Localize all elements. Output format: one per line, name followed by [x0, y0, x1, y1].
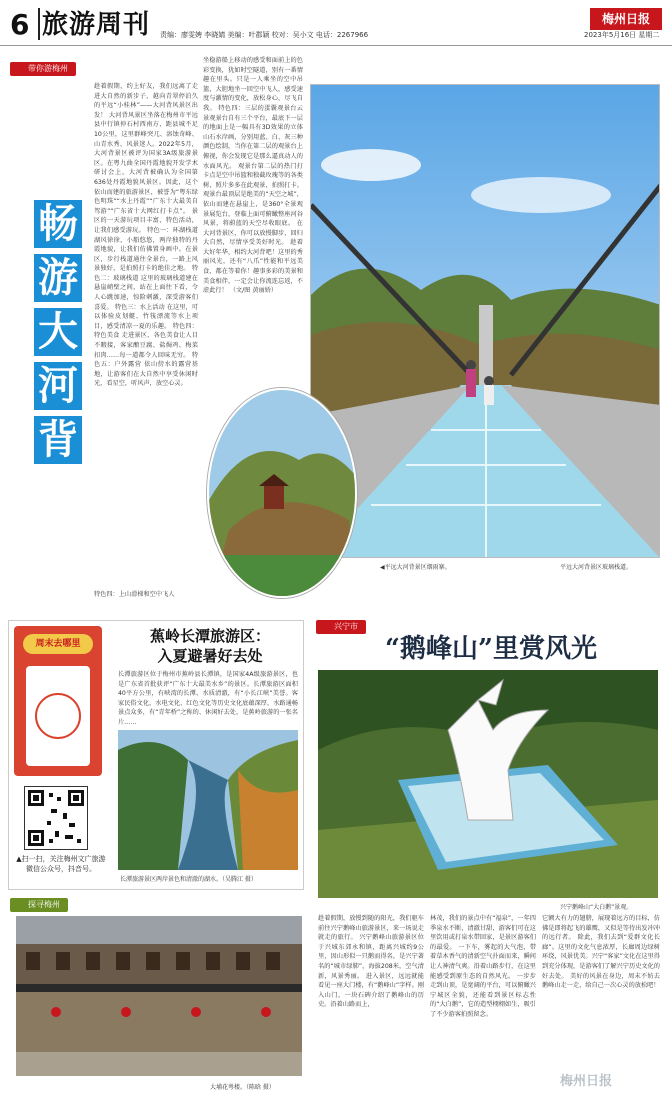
glass-bridge-photo: [310, 84, 660, 558]
headline-char: 河: [34, 362, 82, 410]
page-number: 6: [10, 8, 30, 41]
article3-body-col2: 林茂，我们的景点中有“福泉”，一年四季泉水不断，清澈甘甜，游客们可在这里饮用或打泉水带回家，是景区游客们的最爱。 一下车，雾起的大气泡，带着草木香气的清新空气扑面而来，瞬间让人神清气爽。沿着山路步行，在这里能感受到原生态的自然风光。 一步步走到山顶，是宽阔的平台，可以俯瞰兴宁城区全貌，还能看到景区标志性的“大白鹅”，它的造型栩栩如生，吸引了不少游客拍照留念。: [430, 915, 536, 1018]
article2-body: 长潭旅游区位于梅州市蕉岭县长潭镇，是国家4A级旅游景区，也是广东省首批获评“广东十大最美水乡”的景区。长潭旅游区面积40平方公里，有峡湾的长潭、水质清澈，有“小长江峡”美誉。客家民俗文化、水电文化、红色文化等历史文化底蕴深厚，水路通畅景点众多，有“青年桥”之称的、休闲好去处，是蕉岭旅游的一张名片……: [118, 671, 298, 726]
photo-caption-right: 平远大河背景区玻璃栈道。: [560, 564, 633, 571]
hakka-house-photo: [16, 916, 302, 1076]
date-line: 2023年5月16日 星期二: [584, 31, 660, 39]
article1-headline: [34, 200, 84, 480]
article4-tag: 探寻梅州: [10, 898, 68, 912]
header-divider: [38, 8, 40, 40]
headline-char: 大: [34, 308, 82, 356]
phone-screen: [26, 666, 90, 766]
pavilion-round-photo: [207, 388, 357, 598]
section-tag: 带你游梅州: [10, 62, 76, 76]
section-title: 旅游周刊: [42, 10, 151, 40]
editors-line: 责编：廖雯娉 李晓婧 美编：叶郡颖 校对：吴小文 电话：2267966: [160, 31, 369, 39]
article3-headline: “鹅峰山”里赏风光: [385, 634, 597, 664]
article3-photo-caption: 兴宁鹅峰山“大白鹅”景观。: [560, 904, 633, 911]
lake-photo: [118, 730, 298, 870]
photo-caption-left: ◀平远大河背景区烟雨寨。: [380, 564, 451, 571]
watermark: 梅州日报: [560, 1074, 613, 1089]
article3-body-col3: 它额大有力的翅膀，展现着远方的目标，仿佛是即将起飞的雄鹰，又似是等待出发冲冲的远行者。 除此，我们去到“爱群文化长廊”。这里的文化气息浓厚，长廊周边绿树环绕，风景优美。兴宁“客家”文化在这里得到充分体现，是游客们了解兴宁历史文化的好去处。 美好的风景在身边，周末不妨去鹅峰山走一走，给自己一次心灵的放松吧！: [542, 915, 660, 990]
article2-headline-2: 入夏避暑好去处: [157, 647, 263, 665]
qr-code: [24, 786, 88, 850]
round-photo-caption: 特色四：上山滑梯和空中飞人: [94, 591, 175, 598]
profile-avatar: [35, 693, 81, 739]
qr-caption: ▲扫一扫，关注梅州文广旅游微信公众号，抖音号。: [16, 855, 106, 873]
article1-body-col2: 坐稳游船上移动的感受和面前上的色彩变换，犹如时空隧道，别有一番情趣在里头。只是一人乘坐的空中吊篮，大胆地坐一回空中飞人，感受速度与激情的变化，放松身心，尽飞自我。 特色四：三层的蛋囊观景台云景观景台自有三个平台，最底下一层的地面上是一幅具有3D效果的立体山石水岸画，分别用蓝、白、灰三种颜色绘制，当你在第二层的观景台上俯视，你会发现它是那么逼真动人的水面风光。 观景台第二层的热门打卡点是空中吊篮和独截玫瑰等的各类树，照片多多在此观景，拍照打卡。 观景台最顶层是绝美的“天空之城”，依山而建在悬崖上，是360°全景观景展览台，登临上面可俯瞰整座河谷风景，将蔚蓝的天空尽收眼底。 在大河背景区，你可以放慢脚步，回归大自然，尽情享受美好时光。 趁着大好年华，相约大河背吧！这里的秀丽风光，还有“八爪”性能和平远美食，都在等着你！趣事多彩的美景和美食相伴，一定会让你流连忘返，不虚此行！ （文/图 黄丽娇）: [203, 57, 303, 295]
article1-body-col1: 趁着假期，约上好友，我们远离了走进大自然的新步子，越向青翠停泊久的平远“小桂林”——大河背风景区出发！ 大河背风景区坐落在梅州市平远县中行镇仲石村西南方，距县城不足10公里，这里群峰突兀、溶蚀奇峰、山青水秀、风景迷人。2022年5月，大河背景区被评为国家3A级旅游景区。在粤九曲全国丹霞地貌开发学术研讨会上，大河背被确认为全国第636处丹霞地貌风景区。因此，这个依山而建的旅游景区，被誉为“粤东绿色明珠”“水上丹霞”“广东十大最美自驾游”“广东省十大网红打卡点”。 景区的一天游玩项目丰富，特色活动，让我们感受游玩。 特色一：环湖栈道 湖风徐徐，小船悠悠，两岸独特的丹霞地貌，让我们仿佛置身画中。在景区，步行栈道通往全景台，一路上风景独好，是拍照打卡的绝佳之地。 特色二：玻璃栈道 这里的玻璃栈道建在悬崖峭壁之间，站在上面往下看，令人心跳加速，惊险刺激，深受游客们喜爱。 特色三：水上活动 在这里，可以体验皮划艇、竹筏漂流等水上项目，感受清凉一夏的乐趣。 特色四：特色美食 走进景区，各色美食让人目不暇接，客家酿豆腐、盐焗鸡、梅菜扣肉……每一道都令人回味无穷。 特色五：户外露营 依山傍水的露营基地，让游客们在大自然中享受休闲时光，看星空，听风声，放空心灵。: [94, 83, 198, 388]
article2-photo-caption: 长潭旅游景区两岸景色和清澈的湖水。（吴腾江 摄）: [120, 876, 257, 883]
article3-tag: 兴宁市: [316, 620, 366, 634]
paper-logo: 梅州日报: [590, 8, 662, 30]
article3-body-col1: 趁着假期，放慢到随的阳光，我们驱车前往兴宁鹅峰山旅游景区，来一场说走就走的旅行。 兴宁鹅峰山旅游景区位于兴城东郊永和镇，距离兴城约9公里，因山形似一只鹅而得名，是兴宁著名的“城市绿肺”，海拔208米，空气清新，风景秀丽。 进入景区，远远就能看见一座大门楼，有“鹅峰山”字样。刚入山门，一块石碑介绍了鹅峰山的历史。沿着山路而上，: [318, 915, 424, 1009]
sidebar-panel: [14, 626, 102, 776]
headline-char: 畅: [34, 200, 82, 248]
article2-headline-1: 蕉岭长潭旅游区：: [149, 627, 270, 645]
article4-photo-caption: 大埔花萼楼。（陈晗 摄）: [210, 1084, 275, 1091]
headline-char: 游: [34, 254, 82, 302]
sidebar-title: 周末去哪里: [23, 634, 93, 654]
headline-char: 背: [34, 416, 82, 464]
goose-statue-photo: [318, 670, 658, 898]
